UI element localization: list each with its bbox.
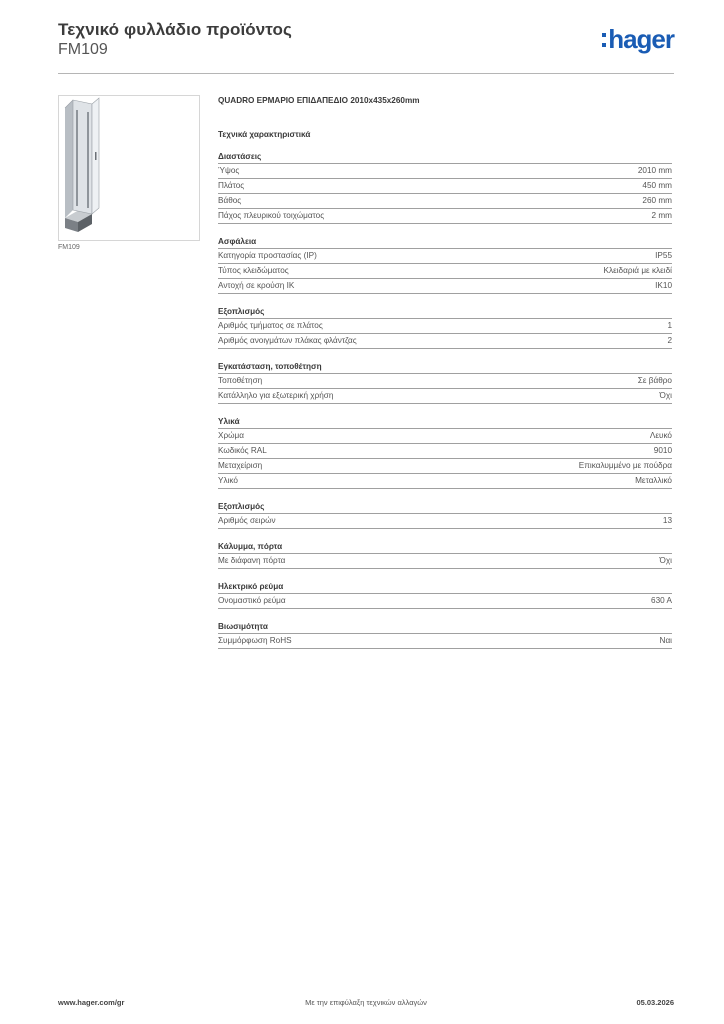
- spec-section: [218, 501, 672, 529]
- spec-value: 13: [662, 516, 672, 525]
- spec-value: 630 A: [651, 596, 672, 605]
- section-title: Εξοπλισμός: [218, 306, 672, 319]
- spec-value: Ναι: [659, 636, 672, 645]
- spec-section: [218, 306, 672, 349]
- spec-label: Τοποθέτηση: [218, 376, 263, 385]
- spec-label: Πλάτος: [218, 181, 245, 190]
- section-title: Ηλεκτρικό ρεύμα: [218, 581, 672, 594]
- spec-row: [218, 279, 672, 294]
- spec-value: IK10: [655, 281, 672, 290]
- section-title: Εξοπλισμός: [218, 501, 672, 514]
- spec-value: 2 mm: [651, 211, 672, 220]
- spec-row: [218, 319, 672, 334]
- page-header: [58, 20, 674, 72]
- spec-row: [218, 429, 672, 444]
- logo-text: hager: [608, 24, 674, 54]
- spec-label: Κατηγορία προστασίας (IP): [218, 251, 317, 260]
- spec-label: Αριθμός ανοιγμάτων πλάκας φλάντζας: [218, 336, 357, 345]
- spec-label: Πάχος πλευρικού τοιχώματος: [218, 211, 325, 220]
- spec-row: [218, 474, 672, 489]
- spec-section: [218, 581, 672, 609]
- logo-dots-icon: [602, 33, 606, 47]
- spec-label: Χρώμα: [218, 431, 244, 440]
- spec-row: [218, 459, 672, 474]
- header-divider: [58, 73, 674, 74]
- spec-row: [218, 514, 672, 529]
- spec-row: [218, 554, 672, 569]
- spec-label: Συμμόρφωση RoHS: [218, 636, 292, 645]
- spec-row: [218, 209, 672, 224]
- spec-section: [218, 151, 672, 224]
- spec-value: Όχι: [659, 556, 672, 565]
- spec-section: [218, 236, 672, 294]
- spec-value: IP55: [655, 251, 672, 260]
- spec-value: Μεταλλικό: [635, 476, 672, 485]
- spec-row: [218, 179, 672, 194]
- spec-row: [218, 634, 672, 649]
- spec-label: Μεταχείριση: [218, 461, 263, 470]
- spec-label: Με διάφανη πόρτα: [218, 556, 286, 565]
- section-title: Διαστάσεις: [218, 151, 672, 164]
- spec-label: Ύψος: [218, 166, 240, 175]
- document-title: Τεχνικό φυλλάδιο προϊόντος: [58, 20, 292, 39]
- spec-row: [218, 444, 672, 459]
- section-title: Ασφάλεια: [218, 236, 672, 249]
- spec-label: Τύπος κλειδώματος: [218, 266, 289, 275]
- section-title: Κάλυμμα, πόρτα: [218, 541, 672, 554]
- spec-label: Αντοχή σε κρούση IK: [218, 281, 295, 290]
- spec-value: 1: [667, 321, 672, 330]
- spec-value: 450 mm: [642, 181, 672, 190]
- spec-section: [218, 541, 672, 569]
- spec-label: Αριθμός τμήματος σε πλάτος: [218, 321, 323, 330]
- spec-label: Υλικό: [218, 476, 238, 485]
- spec-value: Σε βάθρο: [637, 376, 672, 385]
- spec-row: [218, 249, 672, 264]
- spec-label: Κατάλληλο για εξωτερική χρήση: [218, 391, 334, 400]
- section-title: Εγκατάσταση, τοποθέτηση: [218, 361, 672, 374]
- spec-label: Αριθμός σειρών: [218, 516, 276, 525]
- spec-value: Επικαλυμμένο με πούδρα: [578, 461, 672, 470]
- spec-value: 9010: [653, 446, 672, 455]
- spec-section: [218, 416, 672, 489]
- footer-date: 05.03.2026: [636, 998, 674, 1007]
- spec-row: [218, 374, 672, 389]
- spec-value: 2010 mm: [637, 166, 672, 175]
- specifications: [218, 95, 672, 661]
- spec-label: Βάθος: [218, 196, 242, 205]
- spec-sections: [218, 151, 672, 649]
- spec-section: [218, 621, 672, 649]
- product-code: FM109: [58, 41, 108, 58]
- section-title: Βιωσιμότητα: [218, 621, 672, 634]
- spec-row: [218, 594, 672, 609]
- spec-row: [218, 194, 672, 209]
- spec-row: [218, 389, 672, 404]
- spec-label: Ονομαστικό ρεύμα: [218, 596, 286, 605]
- spec-value: Όχι: [659, 391, 672, 400]
- spec-row: [218, 164, 672, 179]
- footer-website: www.hager.com/gr: [58, 998, 125, 1007]
- enclosure-cabinet-icon: [59, 96, 199, 240]
- spec-value: Λευκό: [649, 431, 672, 440]
- hager-logo: [602, 26, 674, 52]
- image-caption: FM109: [58, 244, 80, 251]
- spec-section: [218, 361, 672, 404]
- section-title: Υλικά: [218, 416, 672, 429]
- product-image: [58, 95, 200, 241]
- spec-value: 260 mm: [642, 196, 672, 205]
- spec-value: Κλειδαριά με κλειδί: [603, 266, 672, 275]
- spec-label: Κωδικός RAL: [218, 446, 267, 455]
- spec-value: 2: [667, 336, 672, 345]
- spec-row: [218, 334, 672, 349]
- page-footer: [58, 998, 674, 1010]
- spec-row: [218, 264, 672, 279]
- technical-characteristics-heading: Τεχνικά χαρακτηριστικά: [218, 130, 311, 139]
- product-name: QUADRO ΕΡΜΑΡΙΟ ΕΠΙΔΑΠΕΔΙΟ 2010x435x260mm: [218, 96, 420, 105]
- footer-notice: Με την επιφύλαξη τεχνικών αλλαγών: [305, 998, 427, 1007]
